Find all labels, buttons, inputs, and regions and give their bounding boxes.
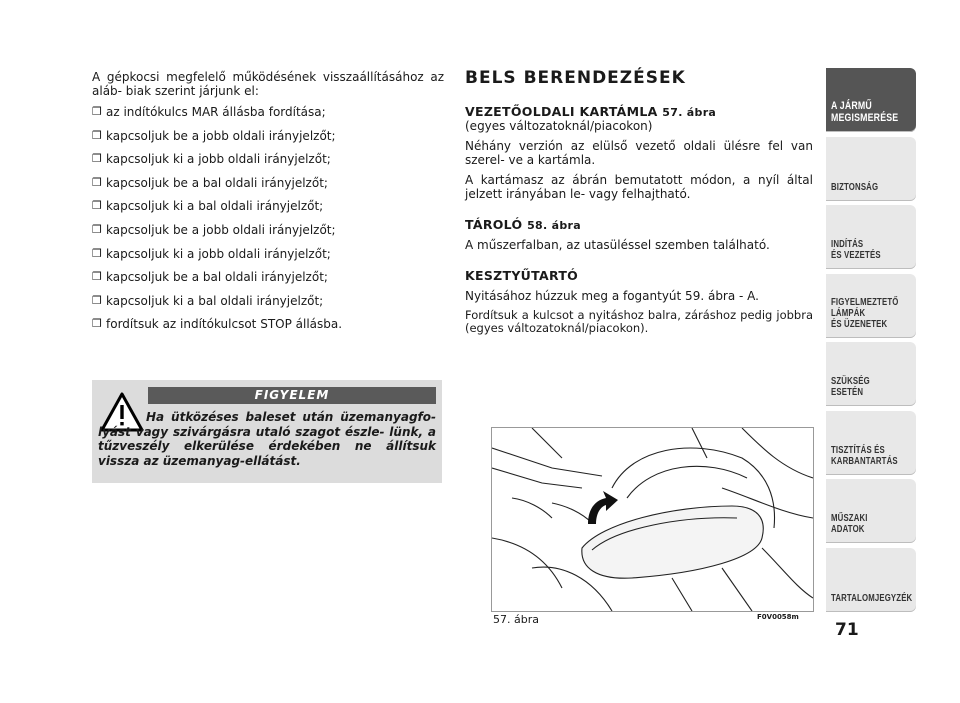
list-item: ❒ kapcsoljuk be a jobb oldali irányjelzőt;	[92, 222, 336, 237]
armrest-illustration	[491, 427, 814, 612]
checkbox-bullet-icon: ❒	[92, 246, 102, 260]
paragraph: Néhány verzión az elülső vezető oldali ülésre fel van szerel- ve a kartámla.	[465, 139, 813, 167]
checkbox-bullet-icon: ❒	[92, 199, 102, 213]
section-heading: VEZETŐOLDALI KARTÁMLA 57. ábra	[465, 104, 717, 119]
section-heading: KESZTYŰTARTÓ	[465, 268, 579, 283]
checkbox-bullet-icon: ❒	[92, 128, 102, 142]
tab-szukseg-eseten[interactable]: SZÜKSÉG ESETÉN	[826, 342, 916, 406]
checkbox-bullet-icon: ❒	[92, 222, 102, 236]
checkbox-bullet-icon: ❒	[92, 317, 102, 331]
warning-box	[92, 380, 442, 483]
section-subtitle: (egyes változatoknál/piacokon)	[465, 119, 653, 133]
list-item: ❒ kapcsoljuk be a bal oldali irányjelzőt;	[92, 175, 328, 190]
intro-text: A gépkocsi megfelelő működésének visszaállításához az aláb- biak szerint járjunk el:	[92, 70, 444, 98]
paragraph: A műszerfalban, az utasüléssel szemben található.	[465, 238, 770, 252]
list-item: ❒ kapcsoljuk ki a jobb oldali irányjelzőt;	[92, 152, 331, 167]
tab-tartalomjegyzek[interactable]: TARTALOMJEGYZÉK	[826, 548, 916, 612]
section-heading: TÁROLÓ 58. ábra	[465, 217, 581, 232]
tab-tisztitas-es-karbantartas[interactable]: TISZTÍTÁS ÉS KARBANTARTÁS	[826, 411, 916, 475]
main-column	[465, 68, 813, 341]
page-number: 71	[835, 620, 859, 640]
list-item: ❒ kapcsoljuk be a jobb oldali irányjelzőt;	[92, 128, 336, 143]
paragraph: Fordítsuk a kulcsot a nyitáshoz balra, záráshoz pedig jobbra (egyes változatoknál/piacokon).	[465, 308, 813, 335]
paragraph: Nyitásához húzzuk meg a fogantyút 59. ábra - A.	[465, 289, 759, 303]
tab-muszaki-adatok[interactable]: MŰSZAKI ADATOK	[826, 479, 916, 543]
tab-figyelmezteto-lampak[interactable]: FIGYELMEZTETŐ LÁMPÁK ÉS ÜZENETEK	[826, 274, 916, 338]
list-item: ❒ fordítsuk az indítókulcsot STOP állásba.	[92, 317, 343, 332]
figure-code: F0V0058m	[757, 613, 799, 621]
left-column	[92, 70, 444, 341]
paragraph: A kartámasz az ábrán bemutatott módon, a nyíl által jelzett irányában le- vagy felhajtható.	[465, 173, 813, 201]
checkbox-bullet-icon: ❒	[92, 152, 102, 166]
list-item: ❒ kapcsoljuk ki a bal oldali irányjelzőt;	[92, 199, 324, 214]
armrest-drawing-icon	[492, 428, 813, 611]
tab-biztonsag[interactable]: BIZTONSÁG	[826, 137, 916, 201]
tab-jarmu-megismerese[interactable]: A JÁRMŰ MEGISMERÉSE	[826, 68, 916, 132]
checkbox-bullet-icon: ❒	[92, 270, 102, 284]
page-title: BELS BERENDEZÉSEK	[465, 68, 686, 88]
checkbox-bullet-icon: ❒	[92, 175, 102, 189]
warning-heading: FIGYELEM	[148, 387, 436, 404]
list-item: ❒ az indítókulcs MAR állásba fordítása;	[92, 105, 326, 119]
steps-list	[92, 105, 444, 331]
figure-caption: 57. ábra	[493, 613, 539, 626]
list-item: ❒ kapcsoljuk ki a jobb oldali irányjelzőt;	[92, 246, 331, 261]
warning-text: Ha ütközéses baleset után üzemanyagfo- lyást vagy szivárgásra utaló szagot észle- lünk, a tűzveszély elkerülése érdekében ne állítsuk vissza az üzemanyag-ellátást.	[98, 410, 436, 468]
list-item: ❒ kapcsoljuk be a bal oldali irányjelzőt;	[92, 270, 328, 285]
checkbox-bullet-icon: ❒	[92, 293, 102, 307]
tab-inditas-es-vezetes[interactable]: INDÍTÁS ÉS VEZETÉS	[826, 205, 916, 269]
checkbox-bullet-icon: ❒	[92, 105, 102, 118]
chapter-tabs	[826, 68, 916, 616]
list-item: ❒ kapcsoljuk ki a bal oldali irányjelzőt;	[92, 293, 324, 308]
